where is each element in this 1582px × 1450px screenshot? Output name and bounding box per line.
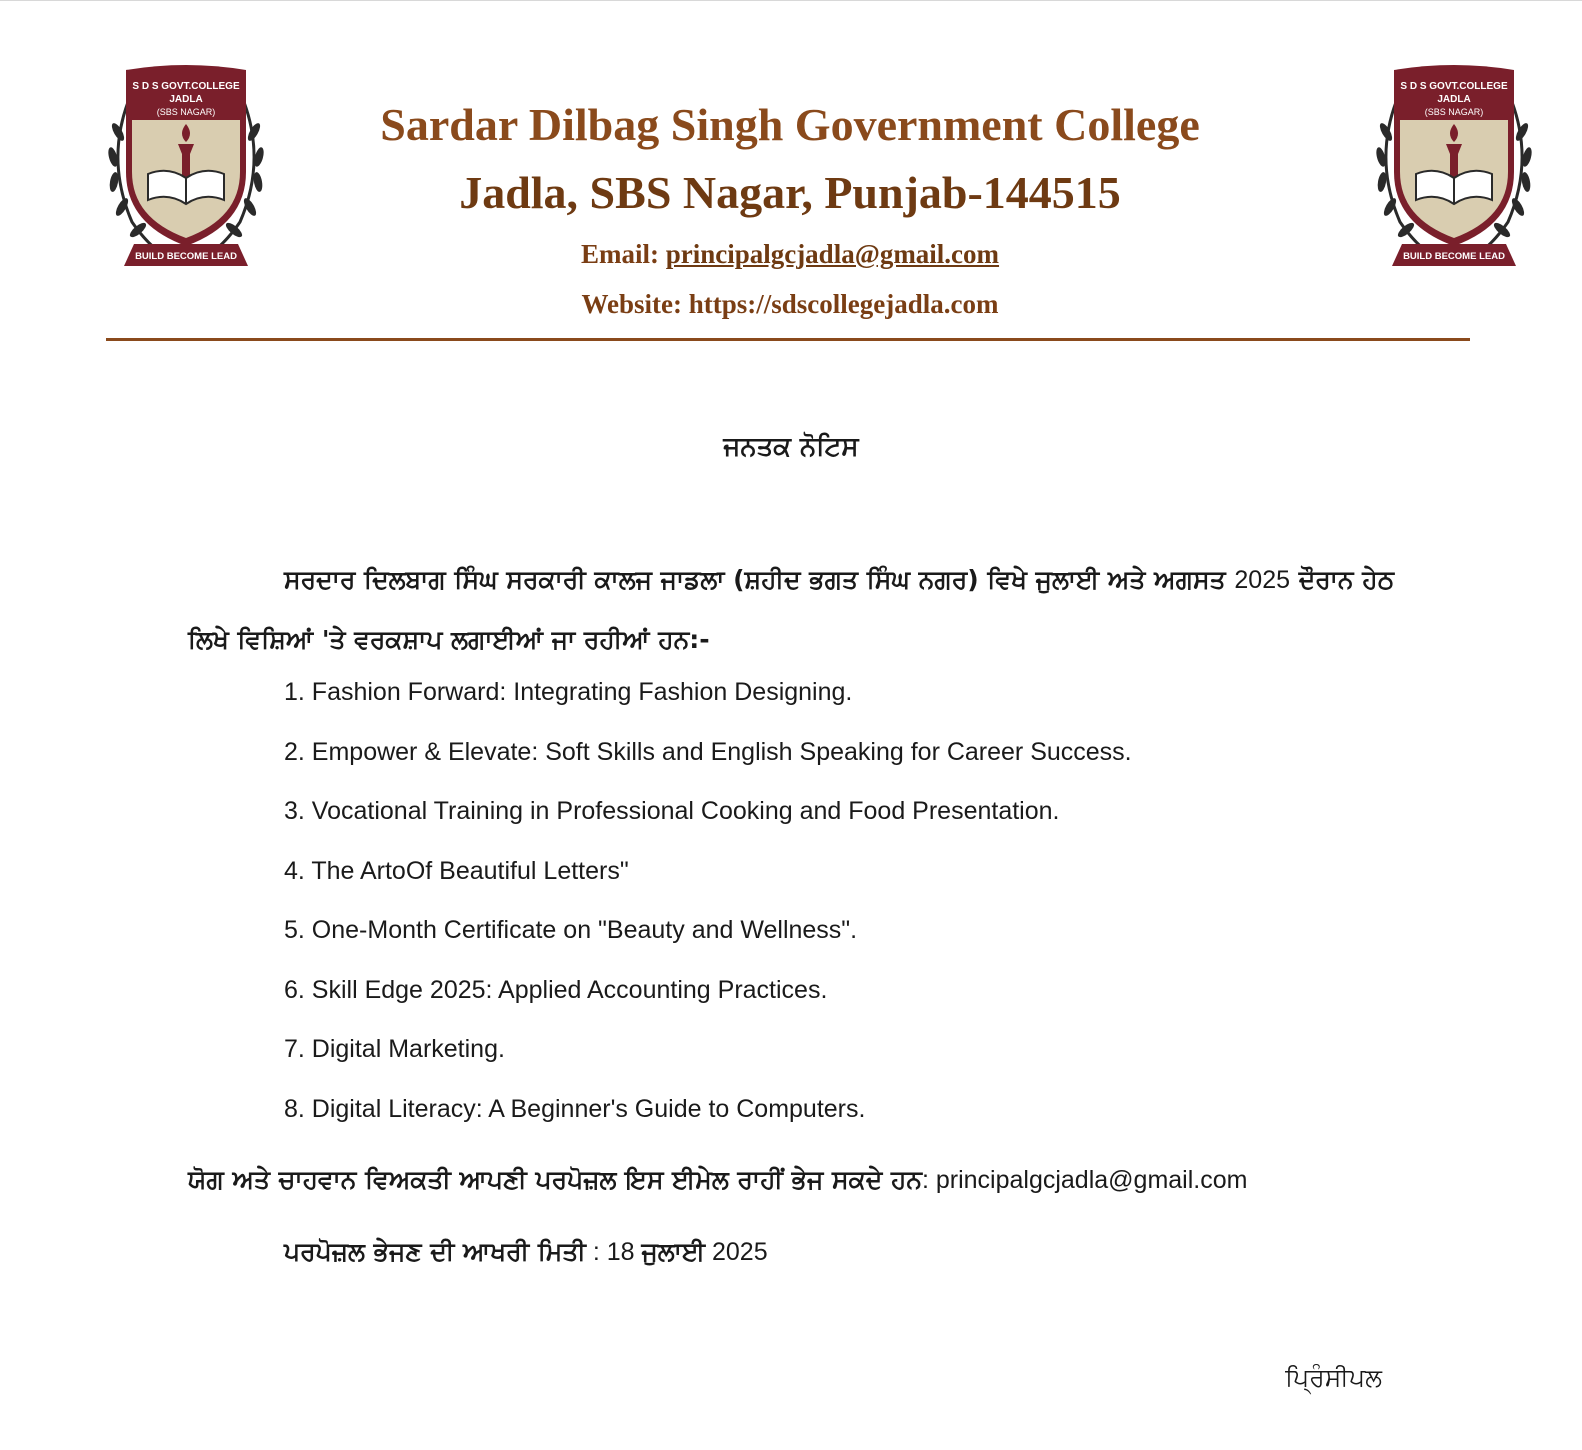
workshop-item: 4. The ArtoOf Beautiful Letters" <box>284 856 629 885</box>
notice-title: ਜਨਤਕ ਨੋਟਿਸ <box>723 432 859 462</box>
intro-year: 2025 <box>1234 566 1291 594</box>
deadline-year: 2025 <box>705 1238 768 1266</box>
notice-intro <box>188 550 1398 670</box>
college-address: Jadla, SBS Nagar, Punjab-144515 <box>459 167 1121 218</box>
proposal-deadline <box>284 1222 1494 1282</box>
intro-end: ਦੌਰਾਨ ਹੇਠ ਲਿਖੇ ਵਿਸ਼ਿਆਂ 'ਤੇ ਵਰਕਸ਼ਾਪ ਲਗਾਈਆਂ ਜਾ ਰਹੀਆਂ ਹਨ:- <box>188 565 1395 654</box>
proposal-text: ਯੋਗ ਅਤੇ ਚਾਹਵਾਨ ਵਿਅਕਤੀ ਆਪਣੀ ਪਰਪੋਜ਼ਲ ਇਸ ਈਮੇਲ ਰਾਹੀਂ ਭੇਜ ਸਕਦੇ ਹਨ <box>188 1165 922 1194</box>
crest-line3: (SBS NAGAR) <box>1424 107 1484 117</box>
crest-line2: JADLA <box>169 94 203 105</box>
website-link[interactable]: https://sdscollegejadla.com <box>688 289 999 319</box>
workshop-item: 1. Fashion Forward: Integrating Fashion Designing. <box>284 678 853 706</box>
email-link[interactable]: principalgcjadla@gmail.com <box>665 239 1000 269</box>
deadline-label: ਪਰਪੋਜ਼ਲ ਭੇਜਣ ਦੀ ਆਖਰੀ ਮਿਤੀ <box>284 1237 586 1266</box>
workshop-item: 2. Empower & Elevate: Soft Skills and English Speaking for Career Success. <box>284 737 1132 766</box>
website-label: Website: <box>581 289 689 319</box>
workshop-item: 7. Digital Marketing. <box>284 1035 505 1063</box>
workshop-item: 5. One-Month Certificate on "Beauty and Wellness". <box>284 916 858 944</box>
crest-line3: (SBS NAGAR) <box>156 107 216 117</box>
email-label: Email: <box>580 239 666 269</box>
proposal-instruction <box>188 1150 1398 1210</box>
crest-line1: S D S GOVT.COLLEGE <box>1400 81 1508 92</box>
proposal-email[interactable]: : principalgcjadla@gmail.com <box>921 1166 1248 1194</box>
college-logo-left <box>98 62 274 276</box>
crest-motto: BUILD BECOME LEAD <box>135 251 237 262</box>
college-logo-right <box>1366 62 1542 276</box>
crest-icon <box>1366 62 1542 276</box>
crest-icon <box>98 62 274 276</box>
header-divider <box>106 338 1470 341</box>
workshop-item: 8. Digital Literacy: A Beginner's Guide to Computers. <box>284 1094 866 1123</box>
page-top-border <box>0 0 1582 1</box>
deadline-day: : 18 <box>585 1238 642 1266</box>
crest-motto: BUILD BECOME LEAD <box>1403 251 1505 262</box>
crest-line1: S D S GOVT.COLLEGE <box>132 81 240 92</box>
workshop-item: 6. Skill Edge 2025: Applied Accounting Practices. <box>284 975 828 1004</box>
crest-line2: JADLA <box>1437 94 1471 105</box>
email-line <box>310 234 1270 274</box>
college-name: Sardar Dilbag Singh Government College <box>380 99 1200 150</box>
deadline-month: ਜੁਲਾਈ <box>641 1237 706 1266</box>
intro-text: ਸਰਦਾਰ ਦਿਲਬਾਗ ਸਿੰਘ ਸਰਕਾਰੀ ਕਾਲਜ ਜਾਡਲਾ (ਸ਼ਹੀਦ ਭਗਤ ਸਿੰਘ ਨਗਰ) ਵਿਖੇ ਜੁਲਾਈ ਅਤੇ ਅਗਸਤ <box>284 565 1235 594</box>
workshop-list <box>284 675 1132 1151</box>
workshop-item: 3. Vocational Training in Professional Cooking and Food Presentation. <box>284 797 1060 825</box>
signature-principal: ਪ੍ਰਿੰਸੀਪਲ <box>1285 1363 1382 1392</box>
website-line <box>310 284 1270 324</box>
